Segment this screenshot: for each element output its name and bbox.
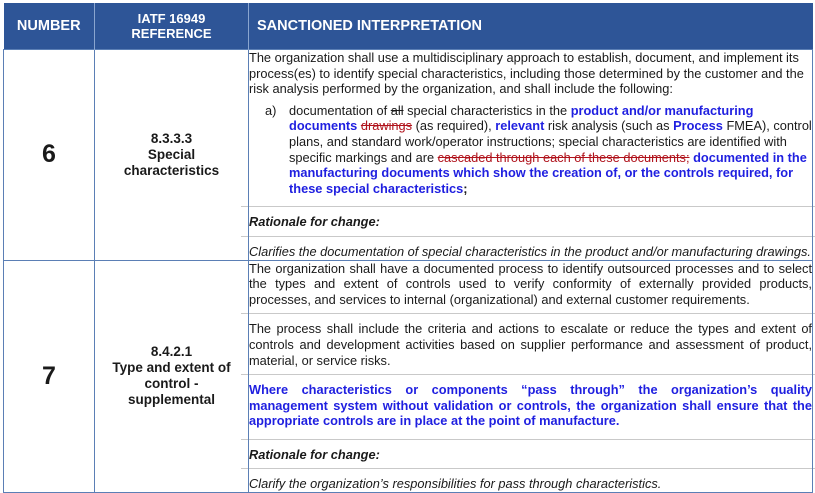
item-text: ;: [463, 180, 468, 196]
rationale-label: Rationale for change:: [249, 446, 380, 462]
header-reference: [95, 3, 249, 50]
added-text: documented in the manufacturing documents which show the creation of, or the controls required, for these special characteristics: [289, 149, 807, 196]
list-letter: a): [265, 102, 277, 118]
divider: [241, 206, 815, 207]
reference-title: supplemental: [127, 392, 216, 408]
intro-paragraph: The organization shall use a multidisciplinary approach to establish, document, and implement its process(es) to identify special characteristics, including those determined by the customer and the risk analysis performed by the organization, and shall include the following:: [249, 50, 804, 97]
table-row: [4, 50, 813, 261]
deleted-text: all: [390, 102, 404, 118]
table-row: [4, 260, 813, 493]
item-text: documentation of: [289, 102, 391, 118]
header-row: [4, 3, 813, 50]
rationale-text: Clarify the organization’s responsibilities for pass through characteristics.: [249, 476, 662, 492]
reference-title: characteristics: [123, 162, 220, 178]
item-text: risk analysis (such as: [544, 118, 674, 134]
rationale-text: Clarifies the documentation of special characteristics in the product and/or manufacturing drawings.: [249, 243, 811, 259]
deleted-text: drawings: [360, 118, 413, 134]
header-reference-line2: REFERENCE: [131, 26, 212, 41]
deleted-text: cascaded through each of these documents;: [437, 149, 690, 165]
interpretation-table: [3, 3, 813, 493]
added-text: Process: [673, 118, 723, 134]
header-number: NUMBER: [4, 3, 95, 50]
divider: [241, 468, 815, 469]
header-interpretation: SANCTIONED INTERPRETATION: [249, 3, 813, 50]
list-item: [249, 103, 812, 197]
reference-title: Type and extent of: [112, 360, 231, 376]
row-number: 6: [4, 50, 95, 261]
row-number: 7: [4, 260, 95, 493]
divider: [241, 313, 815, 314]
item-text: FMEA), control plans, and standard work/operator instructions; special characteristics are identified with specific markings and are: [289, 118, 812, 165]
added-text: relevant: [495, 118, 545, 134]
row-reference: [95, 260, 249, 493]
divider: [241, 374, 815, 375]
reference-title: Special: [147, 146, 196, 162]
reference-code: 8.3.3.3: [150, 130, 193, 146]
divider: [241, 439, 815, 440]
added-text: product and/or manufacturing documents: [289, 102, 754, 134]
row-interpretation: [249, 50, 813, 261]
header-reference-line1: IATF 16949: [137, 11, 206, 26]
paragraph: The organization shall have a documented process to identify outsourced processes and to select the types and extent of controls used to verify conformity of externally provided products, processes, and services to internal (organizational) and external customer requirements.: [249, 260, 812, 307]
row-reference: [95, 50, 249, 261]
reference-title: control -: [144, 376, 199, 392]
item-text: (as required),: [412, 118, 496, 134]
added-paragraph: Where characteristics or components “pass through” the organization’s quality management system without validation or controls, the organization shall ensure that the appropriate controls are in place at the point of manufacture.: [249, 382, 812, 429]
item-text: special characteristics in the: [403, 102, 571, 118]
list-item-text: [289, 103, 812, 197]
reference-code: 8.4.2.1: [150, 344, 193, 360]
divider: [241, 236, 815, 237]
row-interpretation: [249, 260, 813, 493]
rationale-label: Rationale for change:: [249, 214, 380, 230]
paragraph: The process shall include the criteria and actions to escalate or reduce the types and extent of controls and development activities based on supplier performance and assessment of product, material, or service risks.: [249, 321, 812, 368]
